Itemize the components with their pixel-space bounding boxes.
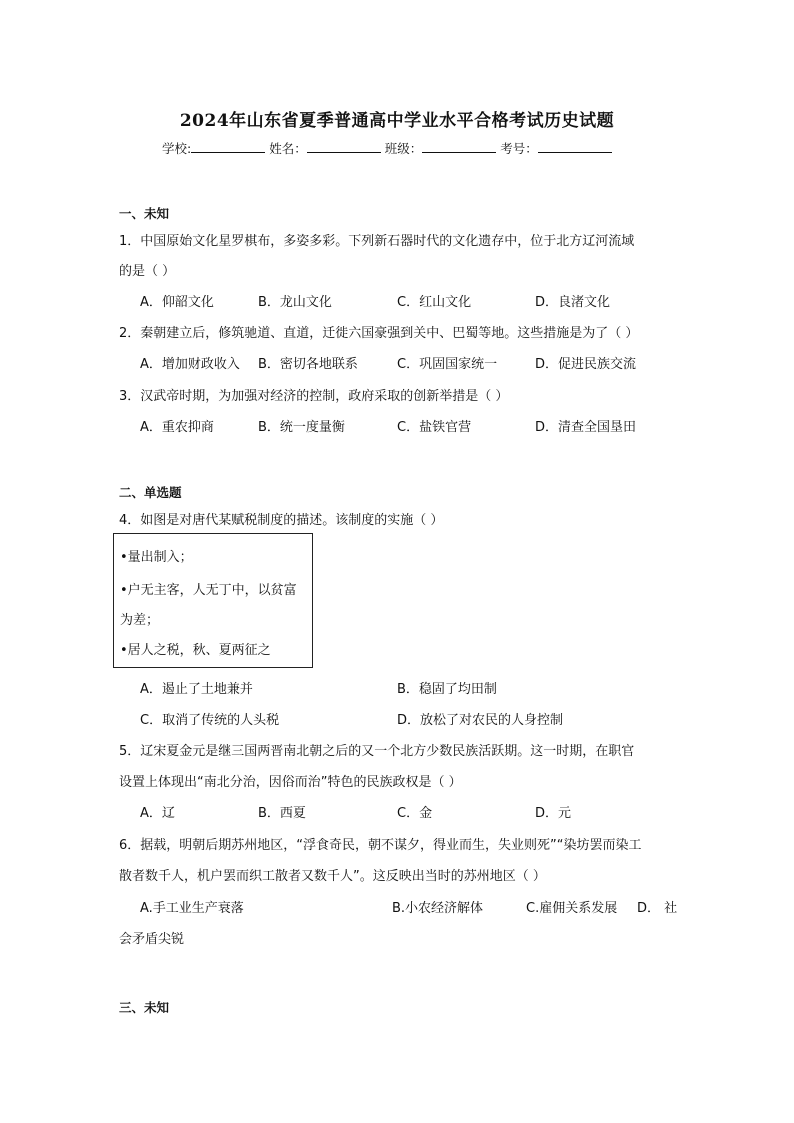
q5-option-b[interactable]: B．西夏: [258, 806, 306, 821]
q4-option-c[interactable]: C．取消了传统的人头税: [140, 713, 280, 728]
q5-option-a[interactable]: A．辽: [140, 806, 175, 821]
quote-line-2: •户无主客，人无丁中，以贫富: [120, 583, 297, 598]
q2-option-d[interactable]: D．促进民族交流: [535, 357, 637, 372]
question-1-text-cont: 的是（ ）: [119, 264, 176, 279]
q3-option-b[interactable]: B．统一度量衡: [258, 420, 345, 435]
section-1-heading: 一、未知: [119, 206, 170, 221]
q2-option-c[interactable]: C．巩固国家统一: [397, 357, 498, 372]
section-3-heading: 三、未知: [119, 1000, 170, 1015]
q5-option-c[interactable]: C．金: [397, 806, 433, 821]
school-blank[interactable]: [191, 140, 265, 153]
q6-option-c[interactable]: C.雇佣关系发展: [526, 901, 618, 916]
question-3-text: 3．汉武帝时期，为加强对经济的控制，政府采取的创新举措是（ ）: [119, 389, 509, 404]
q6-option-d[interactable]: D． 社: [637, 901, 678, 916]
quote-line-3: 为差；: [120, 613, 160, 628]
tax-system-quote-box: [113, 533, 313, 668]
question-6-text-cont: 散者数千人，机户罢而织工散者又数千人”。这反映出当时的苏州地区（ ）: [119, 869, 546, 884]
section-2-heading: 二、单选题: [119, 485, 182, 500]
q2-option-a[interactable]: A．增加财政收入: [140, 357, 240, 372]
q1-option-d[interactable]: D．良渚文化: [535, 295, 611, 310]
q6-option-d-cont[interactable]: 会矛盾尖锐: [119, 932, 185, 947]
class-blank[interactable]: [422, 140, 496, 153]
name-blank[interactable]: [307, 140, 381, 153]
q3-option-d[interactable]: D．清查全国垦田: [535, 420, 637, 435]
q1-option-a[interactable]: A．仰韶文化: [140, 295, 214, 310]
exam-title: 2024年山东省夏季普通高中学业水平合格考试历史试题: [179, 111, 615, 131]
q4-option-a[interactable]: A．遏止了土地兼并: [140, 682, 253, 697]
name-label: 姓名：: [269, 141, 307, 156]
q3-option-c[interactable]: C．盐铁官营: [397, 420, 472, 435]
question-4-text: 4．如图是对唐代某赋税制度的描述。该制度的实施（ ）: [119, 513, 444, 528]
question-6-text: 6．据载，明朝后期苏州地区，“浮食奇民，朝不谋夕，得业而生，失业则死”“染坊罢而染工: [119, 838, 642, 853]
question-2-text: 2．秦朝建立后，修筑驰道、直道，迁徙六国豪强到关中、巴蜀等地。这些措施是为了（ ）: [119, 326, 639, 341]
class-label: 班级：: [384, 141, 423, 156]
quote-line-1: •量出制入；: [120, 550, 193, 565]
q5-option-d[interactable]: D．元: [535, 806, 572, 821]
student-info-line: [162, 139, 612, 157]
quote-line-4: •居人之税，秋、夏两征之: [120, 643, 271, 658]
q1-option-c[interactable]: C．红山文化: [397, 295, 472, 310]
question-5-text: 5．辽宋夏金元是继三国两晋南北朝之后的又一个北方少数民族活跃期。这一时期，在职官: [119, 744, 635, 759]
q6-option-b[interactable]: B.小农经济解体: [392, 901, 484, 916]
number-blank[interactable]: [538, 140, 612, 153]
q4-option-b[interactable]: B．稳固了均田制: [397, 682, 497, 697]
q4-option-d[interactable]: D．放松了对农民的人身控制: [397, 713, 564, 728]
q2-option-b[interactable]: B．密切各地联系: [258, 357, 358, 372]
question-1-text: 1．中国原始文化星罗棋布，多姿多彩。下列新石器时代的文化遗存中，位于北方辽河流域: [119, 234, 635, 249]
school-label: 学校:: [162, 141, 192, 156]
q3-option-a[interactable]: A．重农抑商: [140, 420, 214, 435]
question-5-text-cont: 设置上体现出“南北分治，因俗而治”特色的民族政权是（ ）: [119, 775, 462, 790]
number-label: 考号：: [500, 141, 538, 156]
q1-option-b[interactable]: B．龙山文化: [258, 295, 332, 310]
q6-option-a[interactable]: A.手工业生产衰落: [140, 901, 244, 916]
